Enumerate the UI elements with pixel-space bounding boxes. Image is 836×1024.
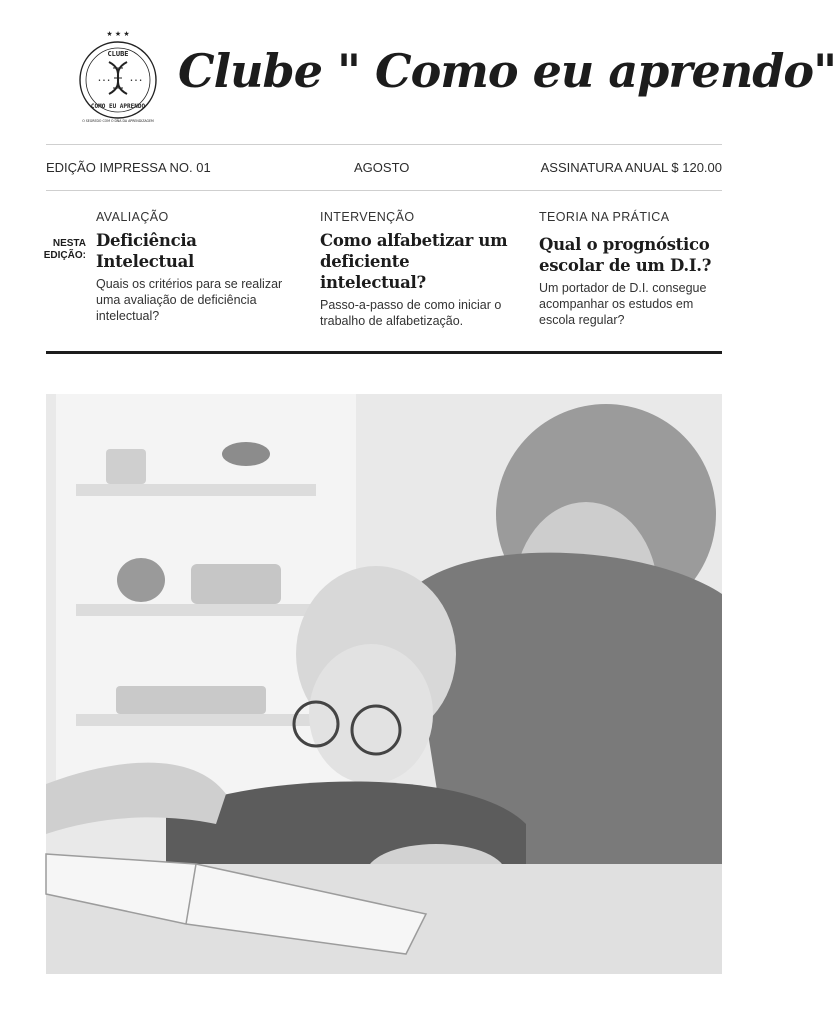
club-logo — [76, 28, 160, 124]
svg-text:• • •: • • • — [130, 78, 143, 84]
feature-evaluation[interactable] — [96, 210, 300, 324]
logo-top-text: CLUBE — [107, 50, 129, 58]
svg-text:★ ★ ★: ★ ★ ★ — [106, 30, 130, 38]
masthead-title: Clube " Como eu aprendo" — [178, 44, 836, 98]
feature-category: TEORIA NA PRÁTICA — [539, 210, 670, 224]
issue-month: AGOSTO — [354, 160, 410, 175]
feature-description: Passo-a-passo de como iniciar o trabalho de alfabetização. — [320, 298, 502, 328]
feature-headline[interactable]: Como alfabetizar um deficiente intelectual? — [320, 231, 508, 292]
logo-ring-text: O SEGREDO COM O DNA DA APRENDIZAGEM — [82, 119, 154, 123]
issue-bar — [46, 160, 722, 178]
svg-text:• • •: • • • — [98, 78, 111, 84]
feature-intervention[interactable] — [320, 210, 520, 329]
edition-number: EDIÇÃO IMPRESSA NO. 01 — [46, 160, 211, 175]
feature-theory-practice[interactable] — [539, 210, 729, 328]
feature-category: AVALIAÇÃO — [96, 210, 169, 224]
logo-bottom-text: COMO EU APRENDO — [90, 103, 146, 110]
feature-headline[interactable]: Deficiência Intelectual — [96, 231, 197, 271]
feature-description: Um portador de D.I. consegue acompanhar os estudos em escola regular? — [539, 281, 707, 327]
feature-category: INTERVENÇÃO — [320, 210, 415, 224]
feature-description: Quais os critérios para se realizar uma avaliação de deficiência intelectual? — [96, 277, 283, 323]
section-divider — [46, 351, 722, 354]
top-divider — [46, 144, 722, 145]
in-this-issue-label: NESTA EDIÇÃO: — [43, 238, 86, 261]
annual-subscription-price: ASSINATURA ANUAL $ 120.00 — [540, 160, 722, 175]
feature-headline[interactable]: Qual o prognóstico escolar de um D.I.? — [539, 235, 712, 275]
cover-photo — [46, 394, 722, 974]
issue-bar-divider — [46, 190, 722, 191]
